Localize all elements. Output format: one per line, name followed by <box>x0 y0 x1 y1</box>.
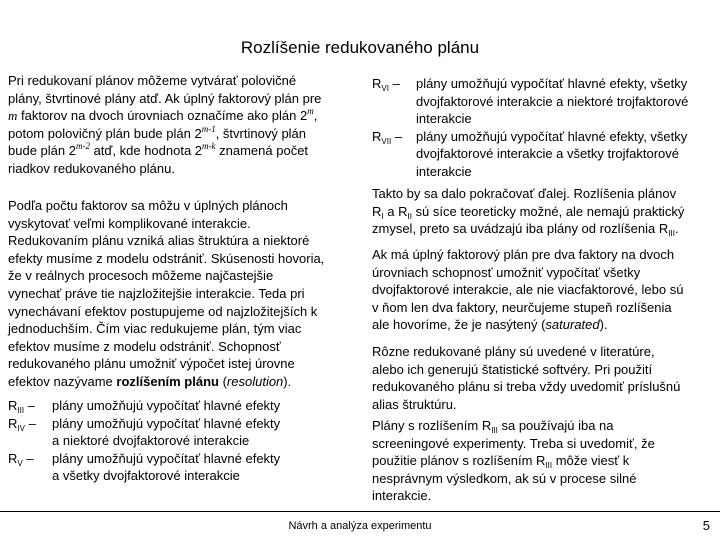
resolution-label <box>8 397 52 415</box>
continuation-paragraph <box>372 185 684 238</box>
text-run: plány umožňujú vypočítať hlavné efekty, všetky <box>416 128 688 144</box>
text-line <box>8 197 324 215</box>
screening-paragraph <box>372 417 655 505</box>
text-run: že v reálnych procesoch môžeme najčastejšie <box>8 268 274 284</box>
intro-paragraph <box>8 72 321 178</box>
text-line <box>8 232 324 250</box>
text-line <box>372 203 684 221</box>
text-run: a niektoré dvojfaktorové interakcie <box>52 433 250 449</box>
resolution-description <box>52 415 280 450</box>
text-line <box>52 397 280 415</box>
text-run: dvojfaktorové interakcie, ale nie viacfaktorové, lebo sú <box>372 282 684 298</box>
text-run: IV <box>17 423 25 433</box>
text-run: interakcie. <box>372 488 432 504</box>
text-line <box>416 110 688 128</box>
text-line <box>8 303 324 321</box>
text-run: faktorov na dvoch úrovniach označíme ako plán 2 <box>17 108 308 124</box>
resolution-label <box>8 450 52 485</box>
resolution-item <box>372 75 688 128</box>
text-run: VII <box>381 136 392 146</box>
text-run: ( <box>218 373 227 389</box>
text-line <box>8 215 324 233</box>
resolution-label <box>372 75 416 128</box>
resolution-description <box>52 397 280 415</box>
text-line <box>52 467 280 485</box>
resolution-list-high <box>372 75 688 181</box>
literature-paragraph <box>372 343 680 413</box>
text-line <box>8 320 324 338</box>
resolution-label <box>372 128 416 181</box>
text-run: použitie plánov s rozlíšením R <box>372 453 546 469</box>
resolution-label <box>8 415 52 450</box>
resolution-description <box>52 450 280 485</box>
text-run: III <box>545 461 553 471</box>
text-run: m-2 <box>75 141 90 152</box>
text-line <box>52 450 280 468</box>
text-run: screeningové experimenty. Treba si uvedomiť, že <box>372 435 655 451</box>
text-run: R <box>372 203 382 219</box>
text-line <box>52 415 280 433</box>
interactions-paragraph <box>8 197 324 391</box>
text-run: alebo ich generujú štatistické softvéry. Pri použití <box>372 361 653 377</box>
text-run: Pri redukovaní plánov môžeme vytvárať polovičné <box>8 73 297 88</box>
text-run: III <box>17 406 25 415</box>
text-line <box>8 142 321 160</box>
text-run: dvojfaktorové interakcie a niektoré trojfaktorové <box>416 93 689 109</box>
text-run: I <box>381 211 384 221</box>
text-run: úrovniach schopnosť umožniť vypočítať všetky <box>372 264 641 280</box>
resolution-description <box>416 128 687 181</box>
slide-title: Rozlíšenie redukovaného plánu <box>240 38 480 57</box>
text-line <box>8 338 324 356</box>
text-run: ale hovoríme, že je nasýtený ( <box>372 317 546 333</box>
resolution-item <box>372 128 688 181</box>
text-line <box>372 361 680 379</box>
text-line <box>372 220 684 238</box>
text-run: ). <box>599 317 608 333</box>
text-run: potom polovičný plán bude plán 2 <box>8 125 202 141</box>
text-run: vyskytovať veľmi komplikované interakcie. <box>8 215 251 231</box>
text-run: ). <box>283 373 292 389</box>
text-run: interakcie <box>416 163 472 179</box>
text-line <box>8 250 324 268</box>
text-run: m-k <box>202 141 216 152</box>
text-run: Takto by sa dalo pokračovať ďalej. Rozlíšenia plánov <box>372 186 677 201</box>
text-run: III <box>491 426 498 435</box>
text-run: plány, štvrtinové plány atď. Ak úplný faktorový plán pre <box>8 90 322 106</box>
text-line <box>8 355 324 373</box>
text-line <box>372 452 655 470</box>
text-line <box>372 185 684 203</box>
text-run: V <box>17 458 23 468</box>
text-line <box>8 373 324 391</box>
resolution-item <box>8 397 280 415</box>
text-run: m <box>8 108 18 124</box>
text-line <box>372 281 683 299</box>
text-line <box>372 435 655 453</box>
text-run: resolution <box>226 373 284 389</box>
text-line <box>372 417 655 435</box>
resolution-description <box>416 75 688 128</box>
text-run: m-1 <box>201 123 216 134</box>
text-line <box>372 343 680 361</box>
text-run: vynechávaní efektov postupujeme od najzložitejších k <box>8 303 318 319</box>
resolution-item <box>8 450 280 485</box>
text-run: – <box>22 450 34 466</box>
text-run: plány umožňujú vypočítať hlavné efekty, všetky <box>416 76 688 91</box>
text-run: nesprávnym výsledkom, ak sú v procese silné <box>372 470 637 486</box>
text-run: plány umožňujú vypočítať hlavné efekty <box>52 450 281 466</box>
text-line <box>52 432 280 450</box>
text-line <box>372 246 683 264</box>
text-run: a R <box>383 203 408 219</box>
text-run: jednoduchším. Čím viac redukujeme plán, tým viac <box>8 321 302 337</box>
text-run: R <box>8 415 18 431</box>
text-run: bude plán 2 <box>8 143 76 159</box>
text-run: – <box>24 398 35 413</box>
text-run: dvojfaktorové interakcie a všetky trojfaktorové <box>416 146 680 162</box>
text-line <box>416 145 687 163</box>
text-run: – <box>391 128 403 144</box>
text-run: redukovaného plánu umožniť výpočet istej úrovne <box>8 356 295 372</box>
text-run: alias štruktúru. <box>372 396 457 412</box>
text-run: zmysel, preto sa uvádzajú iba plány od rozlíšenia R <box>372 221 669 237</box>
text-line <box>8 90 321 108</box>
text-run: Redukovaním plánu vzniká alias štruktúra a niektoré <box>8 233 310 249</box>
text-run: R <box>372 76 382 91</box>
text-run: v ňom len dva faktory, neurčujeme stupeň rozlíšenia <box>372 299 672 315</box>
text-line <box>372 487 655 505</box>
footer-text: Návrh a analýza experimentu <box>288 520 432 532</box>
text-run: sú síce teoreticky možné, ale nemajú praktický <box>411 203 685 219</box>
text-run: plány umožňujú vypočítať hlavné efekty <box>52 398 281 413</box>
text-line <box>372 264 683 282</box>
text-run: R <box>8 450 18 466</box>
text-line <box>372 299 683 317</box>
text-run: saturated <box>545 317 600 333</box>
text-line <box>416 75 688 93</box>
text-line <box>8 72 321 90</box>
text-line <box>416 128 687 146</box>
text-line <box>372 396 680 414</box>
text-run: riadkov redukovaného plánu. <box>8 160 175 176</box>
text-line <box>8 160 321 178</box>
resolution-list-low <box>8 397 280 485</box>
text-run: znamená počet <box>215 143 309 159</box>
resolution-item <box>8 415 280 450</box>
text-line <box>372 470 655 488</box>
text-run: redukovaného plánu si treba vždy uvedomiť príslušnú <box>372 379 681 395</box>
text-run: – <box>24 415 36 431</box>
text-run: m <box>307 106 314 117</box>
text-run: Plány s rozlíšením R <box>372 418 492 433</box>
text-run: – <box>388 76 400 91</box>
text-line <box>8 267 324 285</box>
text-run: môže viesť k <box>552 453 630 469</box>
text-line <box>372 378 680 396</box>
saturated-paragraph <box>372 246 683 334</box>
text-line <box>372 316 683 334</box>
text-run: rozlíšením plánu <box>116 373 219 389</box>
text-line <box>8 107 321 125</box>
text-run: sa používajú iba na <box>497 418 614 433</box>
text-line <box>416 163 687 181</box>
text-run: efekty musíme z modelu odstrániť. Skúsenosti hovoria, <box>8 250 325 266</box>
text-run: R <box>372 128 382 144</box>
text-run: , <box>313 108 318 124</box>
text-run: efektov musíme z modelu odstrániť. Schopnosť <box>8 338 281 354</box>
text-run: VI <box>381 84 389 93</box>
text-run: Podľa počtu faktorov sa môžu v úplných plánoch <box>8 198 288 213</box>
text-run: a všetky dvojfaktorové interakcie <box>52 468 240 484</box>
text-run: II <box>407 211 412 221</box>
text-line <box>8 285 324 303</box>
text-run: , štvrtinový plán <box>215 125 307 141</box>
text-run: vynechať práve tie najzložitejšie interakcie. Teda pri <box>8 285 305 301</box>
footer-divider <box>0 511 720 512</box>
text-run: . <box>674 221 679 237</box>
text-run: Rôzne redukované plány sú uvedené v literatúre, <box>372 344 655 359</box>
page-number: 5 <box>702 518 710 533</box>
text-run: III <box>668 229 675 239</box>
text-line <box>416 93 688 111</box>
text-run: efektov nazývame <box>8 373 117 389</box>
text-line <box>8 125 321 143</box>
text-run: Ak má úplný faktorový plán pre dva faktory na dvoch <box>372 247 675 262</box>
text-run: interakcie <box>416 111 472 127</box>
text-run: R <box>8 398 18 413</box>
text-run: atď, kde hodnota 2 <box>89 143 203 159</box>
text-run: plány umožňujú vypočítať hlavné efekty <box>52 415 281 431</box>
